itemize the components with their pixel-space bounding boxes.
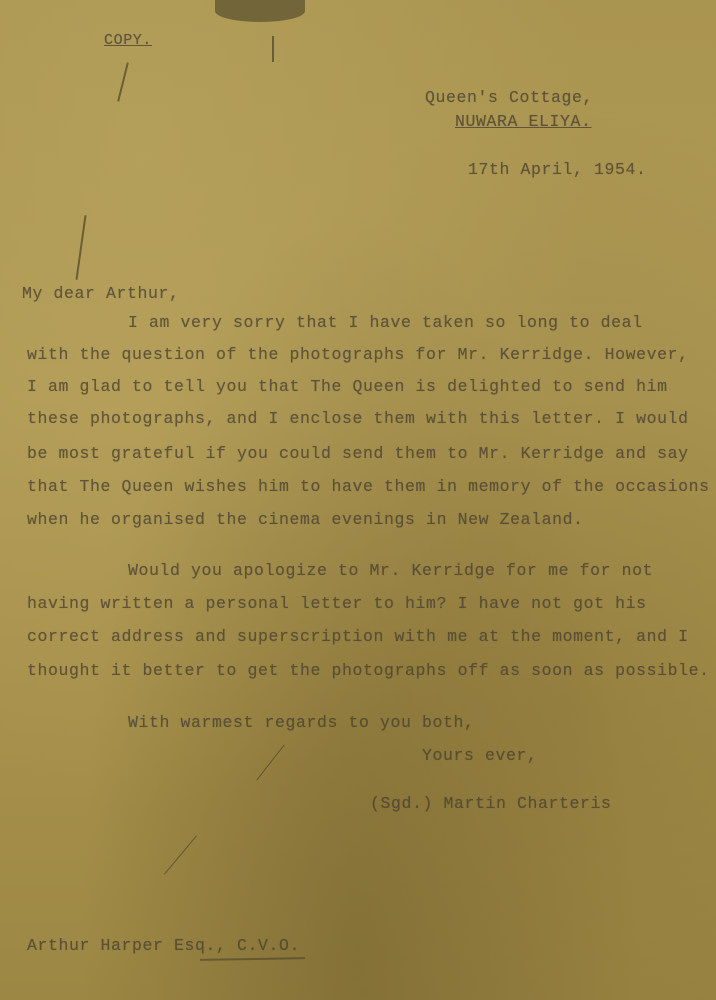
addressee-underline xyxy=(200,957,305,961)
salutation: My dear Arthur, xyxy=(22,284,180,303)
copy-label: COPY. xyxy=(104,32,153,49)
addressee: Arthur Harper Esq., C.V.O. xyxy=(27,936,301,955)
signature-line: (Sgd.) Martin Charteris xyxy=(370,794,612,813)
torn-corner xyxy=(215,0,305,22)
pencil-mark xyxy=(164,836,197,875)
paragraph1-line: when he organised the cinema evenings in New Zealand. xyxy=(27,510,584,529)
letter-date: 17th April, 1954. xyxy=(468,160,647,179)
valediction: Yours ever, xyxy=(422,746,538,765)
pencil-mark xyxy=(117,62,129,101)
paragraph1-line: that The Queen wishes him to have them in memory of the occasions xyxy=(27,477,710,496)
paragraph2-line: having written a personal letter to him? I have not got his xyxy=(27,594,647,613)
paragraph1-line: be most grateful if you could send them to Mr. Kerridge and say xyxy=(27,444,689,463)
paragraph1-line: with the question of the photographs for Mr. Kerridge. However, xyxy=(27,345,689,364)
paragraph2-line: correct address and superscription with me at the moment, and I xyxy=(27,627,689,646)
pencil-mark xyxy=(256,744,284,780)
sender-address-line1: Queen's Cottage, xyxy=(425,88,594,107)
paragraph1-line: I am very sorry that I have taken so long to deal xyxy=(128,313,643,332)
sender-address-line2: NUWARA ELIYA. xyxy=(455,112,592,131)
paragraph2-line: thought it better to get the photographs off as soon as possible. xyxy=(27,661,710,680)
pencil-mark xyxy=(75,215,86,280)
paragraph1-line: these photographs, and I enclose them with this letter. I would xyxy=(27,409,689,428)
closing-line: With warmest regards to you both, xyxy=(128,713,475,732)
pencil-mark xyxy=(272,36,274,62)
paragraph2-line: Would you apologize to Mr. Kerridge for me for not xyxy=(128,561,654,580)
paragraph1-line: I am glad to tell you that The Queen is delighted to send him xyxy=(27,377,668,396)
